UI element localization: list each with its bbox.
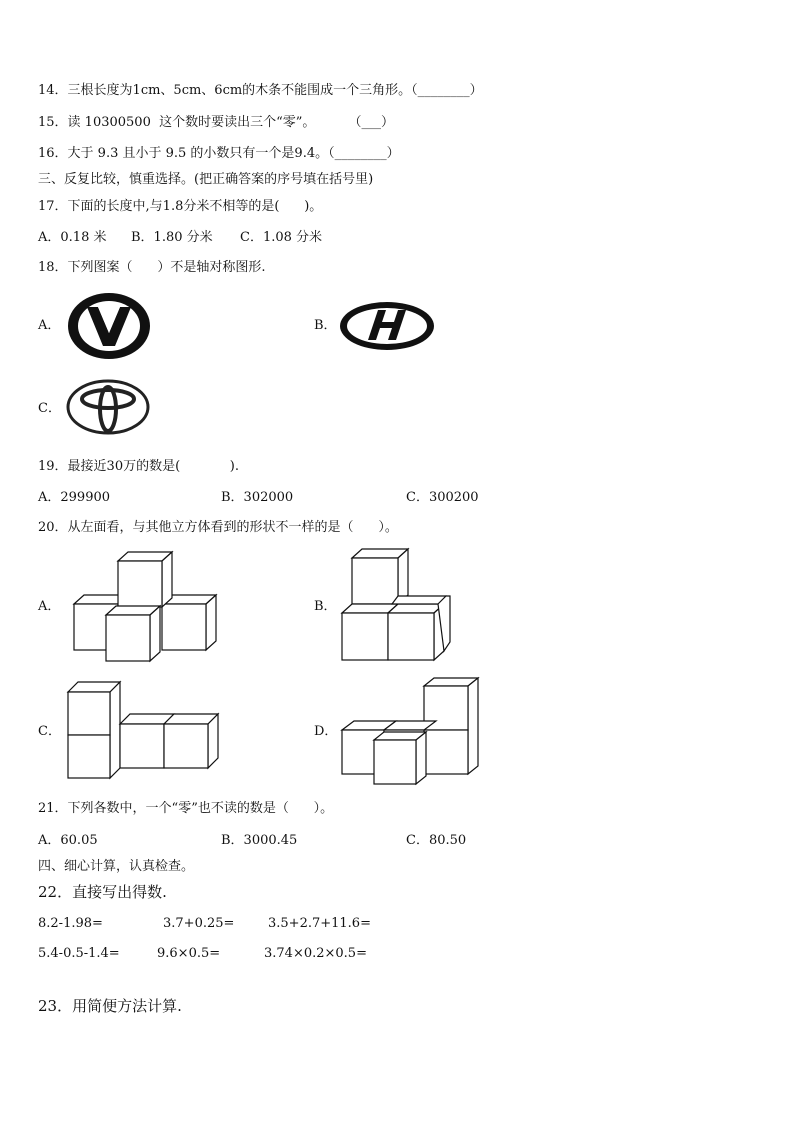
q21-option-a: A．60.05	[38, 833, 98, 848]
q22-expr-1: 8.2-1.98=	[38, 916, 103, 931]
q21-option-c: C．80.50	[406, 833, 467, 848]
q17-option-a: A．0.18 米	[38, 230, 107, 245]
q22-expr-2: 3.7+0.25=	[163, 916, 235, 931]
q20-label-c: C．	[38, 724, 61, 739]
q22-expr-6: 3.74×0.2×0.5=	[264, 946, 367, 961]
q22-expr-4: 5.4-0.5-1.4=	[38, 946, 120, 961]
q17-option-b: B．1.80 分米	[131, 230, 213, 245]
question-17: 17．下面的长度中,与1.8分米不相等的是( )。	[38, 199, 323, 214]
q22-expr-5: 9.6×0.5=	[157, 946, 221, 961]
q18-label-b: B．	[314, 318, 337, 333]
question-20: 20．从左面看，与其他立方体看到的形状不一样的是（ ）。	[38, 520, 398, 535]
question-15: 15．读 10300500 这个数时要读出三个“零”。 （___）	[38, 115, 394, 130]
q20-label-d: D．	[314, 724, 338, 739]
q18-label-a: A．	[38, 318, 61, 333]
q20-label-a: A．	[38, 599, 61, 614]
cube-figure-d	[338, 676, 484, 788]
q19-option-c: C．300200	[406, 490, 479, 505]
q19-option-b: B．302000	[221, 490, 294, 505]
question-16: 16．大于 9.3 且小于 9.5 的小数只有一个是9.4。（________）	[38, 146, 400, 161]
hyundai-logo-image	[338, 300, 436, 352]
vw-logo-image	[66, 291, 152, 361]
question-19: 19．最接近30万的数是( ).	[38, 459, 239, 474]
q18-label-c: C．	[38, 401, 61, 416]
q22-expr-3: 3.5+2.7+11.6=	[268, 916, 371, 931]
section-3-heading: 三、反复比较，慎重选择。(把正确答案的序号填在括号里)	[38, 172, 374, 187]
question-23: 23．用简便方法计算.	[38, 997, 182, 1015]
q19-option-a: A．299900	[38, 490, 111, 505]
question-18: 18．下列图案（ ）不是轴对称图形.	[38, 260, 266, 275]
q17-option-c: C．1.08 分米	[240, 230, 323, 245]
q21-option-b: B．3000.45	[221, 833, 298, 848]
toyota-logo-image	[66, 379, 150, 435]
q20-label-b: B．	[314, 599, 337, 614]
section-4-heading: 四、细心计算，认真检查。	[38, 859, 195, 874]
question-14: 14．三根长度为1cm、5cm、6cm的木条不能围成一个三角形。（________）	[38, 83, 483, 98]
cube-figure-c	[64, 678, 224, 784]
cube-figure-b	[338, 546, 454, 666]
question-21: 21．下列各数中，一个“零”也不读的数是（ ）。	[38, 801, 334, 816]
cube-figure-a	[70, 546, 222, 668]
question-22: 22．直接写出得数.	[38, 883, 167, 901]
